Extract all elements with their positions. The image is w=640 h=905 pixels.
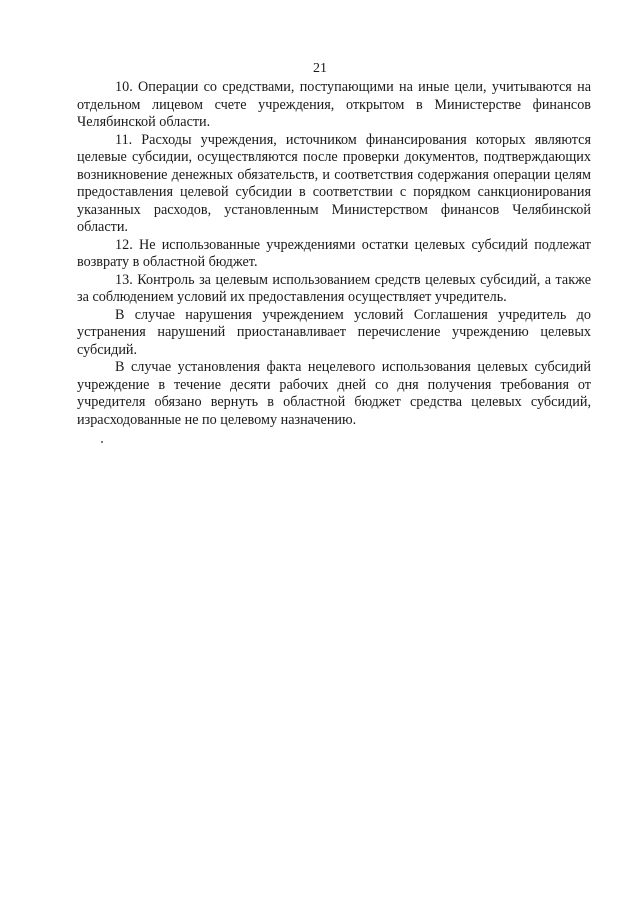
paragraph-13: 13. Контроль за целевым использованием средств целевых субсидий, а также за соблюдением условий их предоставления осуществляет учредитель. <box>77 271 591 305</box>
scan-speck <box>101 441 103 443</box>
paragraph-misuse: В случае установления факта нецелевого использования целевых субсидий учреждение в течение десяти рабочих дней со дня получения требования от учредителя обязано вернуть в областной бюджет средства целевых субсидий, израсходованные не по целевому назначению. <box>77 359 591 428</box>
paragraph-10: 10. Операции со средствами, поступающими на иные цели, учитываются на отдельном лицевом счете учреждения, открытом в Министерстве финансов Челябинской области. <box>77 79 591 130</box>
paragraph-violation: В случае нарушения учреждением условий Соглашения учредитель до устранения нарушений приостанавливает перечисление учреждению целевых субсидий. <box>77 306 591 358</box>
paragraph-12: 12. Не использованные учреждениями остатки целевых субсидий подлежат возврату в областной бюджет. <box>77 236 591 270</box>
paragraph-11: 11. Расходы учреждения, источником финансирования которых являются целевые субсидии, осуществляются после проверки документов, подтверждающих возникновение денежных обязательств, и соответствия содержания операции целям предоставления целевой субсидии в соответствии с порядком санкционирования указанных расходов, установленным Министерством финансов Челябинской области. <box>77 131 591 235</box>
page-number: 21 <box>313 61 327 76</box>
document-body <box>77 79 591 429</box>
